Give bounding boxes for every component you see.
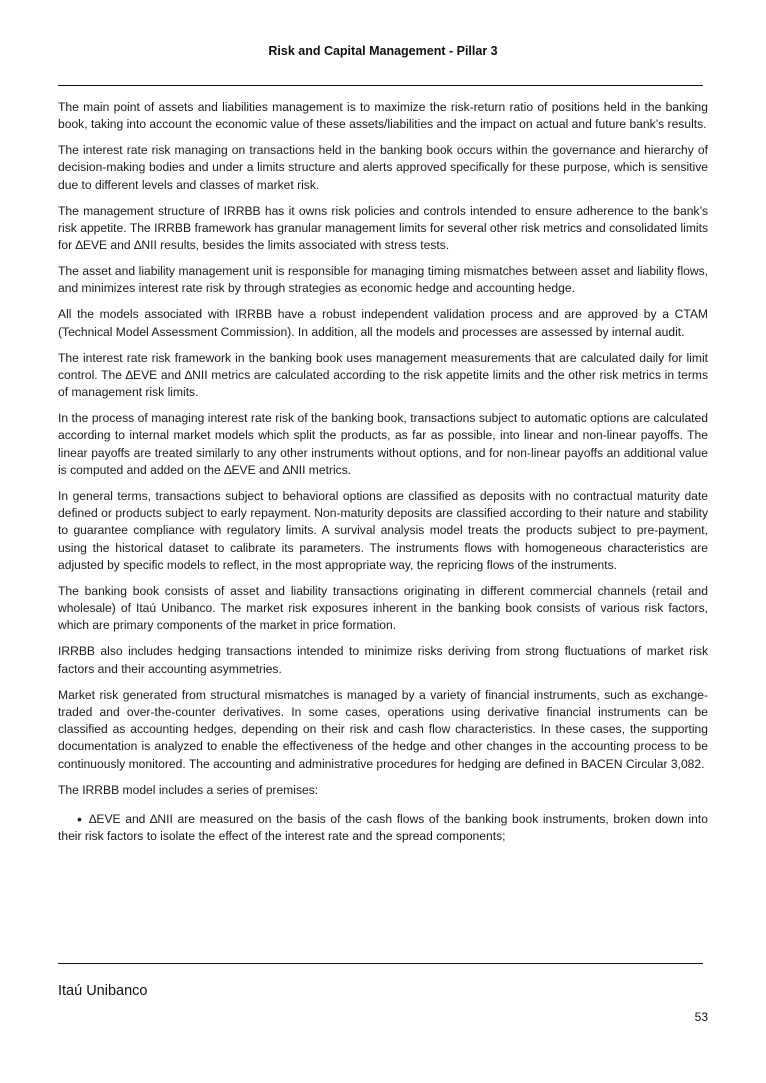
page-number: 53 bbox=[694, 1010, 708, 1024]
document-body bbox=[58, 99, 708, 846]
paragraph: Market risk generated from structural mismatches is managed by a variety of financial instruments, such as exchange-traded and over-the-counter derivatives. In some cases, operations using derivative financial instruments can be classified as accounting hedges, depending on their risk and cash flow characteristics. In these cases, the supporting documentation is analyzed to enable the effectiveness of the hedge and other changes in the accounting process to be continuously monitored. The accounting and administrative procedures for hedging are defined in BACEN Circular 3,082. bbox=[58, 687, 708, 771]
bullet-marker: • bbox=[77, 810, 82, 827]
paragraph: The main point of assets and liabilities management is to maximize the risk-return ratio of positions held in the banking book, taking into account the economic value of these assets/liabilities and the impact on actual and future bank’s results. bbox=[58, 100, 708, 132]
paragraph: In the process of managing interest rate risk of the banking book, transactions subject to automatic options are calculated according to internal market models which split the products, as far as possible, into linear and non-linear payoffs. The linear payoffs are treated similarly to any other instruments without options, and for non-linear payoffs an additional value is computed and added on the ∆EVE and ∆NII metrics. bbox=[58, 411, 708, 477]
footer-divider bbox=[58, 963, 703, 964]
bullet-item bbox=[58, 811, 708, 846]
paragraph: The banking book consists of asset and liability transactions originating in different commercial channels (retail and wholesale) of Itaú Unibanco. The market risk exposures inherent in the banking book consists of various risk factors, which are primary components of the market in price formation. bbox=[58, 583, 708, 633]
footer-company-name: Itaú Unibanco bbox=[58, 983, 148, 999]
paragraph: IRRBB also includes hedging transactions intended to minimize risks deriving from strong fluctuations of market risk factors and their accounting asymmetries. bbox=[58, 644, 708, 676]
header-divider bbox=[58, 85, 703, 86]
paragraph: The management structure of IRRBB has it owns risk policies and controls intended to ensure adherence to the bank’s risk appetite. The IRRBB framework has granular management limits for several other risk metrics and consolidated limits for ∆EVE and ∆NII results, besides the limits associated with stress tests. bbox=[58, 203, 708, 253]
bullet-text: ∆EVE and ∆NII are measured on the basis of the cash flows of the banking book instruments, broken down into their risk factors to isolate the effect of the interest rate and the spread components; bbox=[58, 811, 708, 844]
paragraph: The IRRBB model includes a series of premises: bbox=[58, 782, 319, 797]
paragraph: The asset and liability management unit is responsible for managing timing mismatches between asset and liability flows, and minimizes interest rate risk by through strategies as economic hedge and accounting hedge. bbox=[58, 264, 708, 296]
paragraph: The interest rate risk framework in the banking book uses management measurements that are calculated daily for limit control. The ∆EVE and ∆NII metrics are calculated according to the risk appetite limits and the other risk metrics in terms of management risk limits. bbox=[58, 350, 708, 400]
page-header-title: Risk and Capital Management - Pillar 3 bbox=[268, 44, 498, 58]
paragraph: In general terms, transactions subject to behavioral options are classified as deposits with no contractual maturity date defined or products subject to early repayment. Non-maturity deposits are classified according to their nature and stability to guarantee compliance with regulatory limits. A survival analysis model treats the products subject to pre-payment, using the historical dataset to calibrate its parameters. The instruments flows with homogeneous characteristics are adjusted by specific models to reflect, in the most appropriate way, the repricing flows of the instruments. bbox=[58, 488, 708, 572]
paragraph: All the models associated with IRRBB have a robust independent validation process and are approved by a CTAM (Technical Model Assessment Commission). In addition, all the models and processes are assessed by internal audit. bbox=[58, 307, 708, 339]
paragraph: The interest rate risk managing on transactions held in the banking book occurs within the governance and hierarchy of decision-making bodies and under a limits structure and alerts approved specifically for these purpose, which is sensitive due to different levels and classes of market risk. bbox=[58, 143, 708, 192]
